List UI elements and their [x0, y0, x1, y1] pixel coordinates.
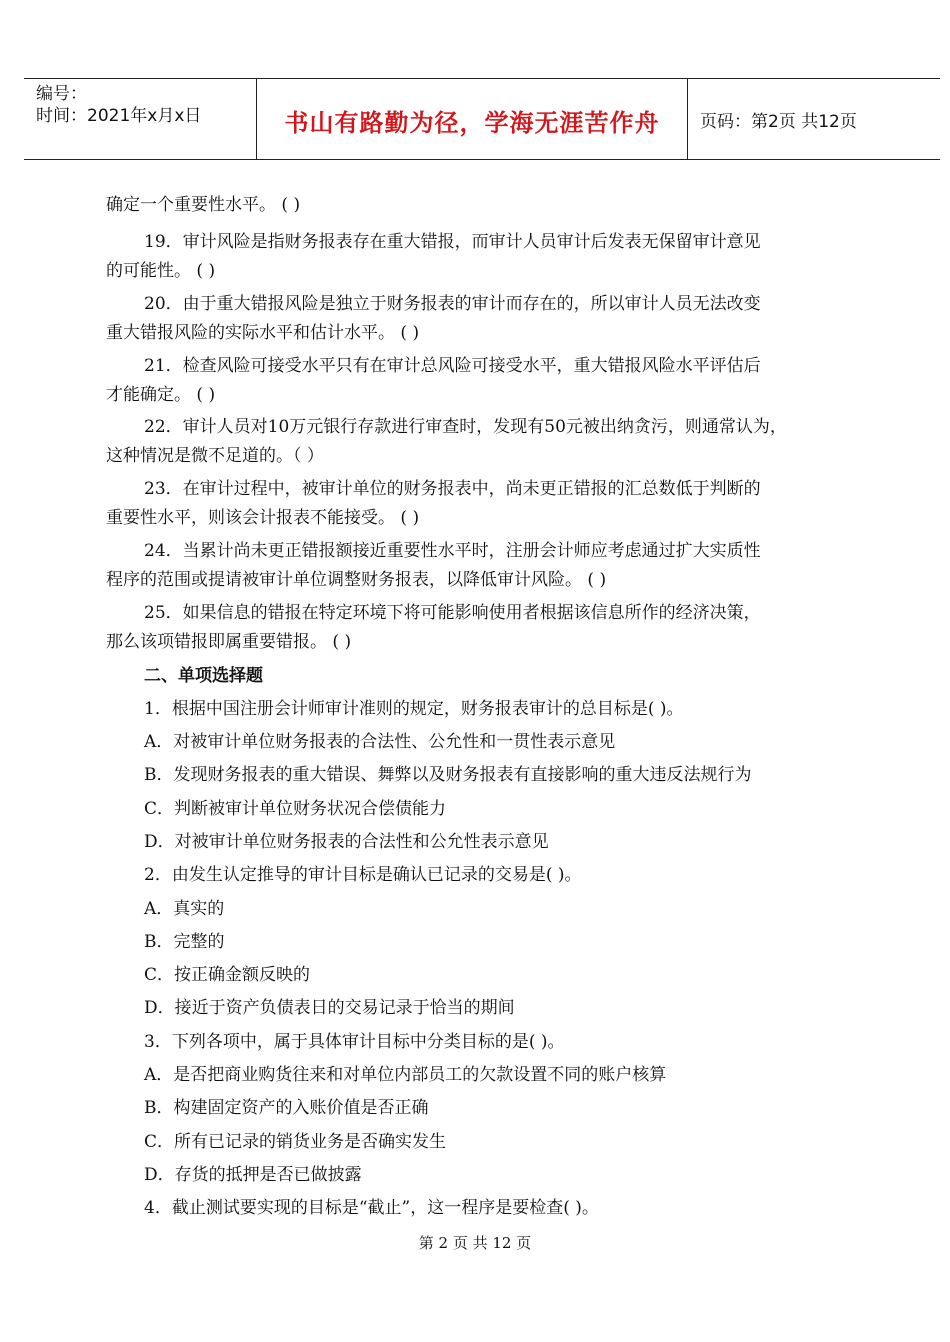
serial-label: 编号： [36, 84, 87, 104]
question: 3．下列各项中，属于具体审计目标中分类目标的是( )。 [144, 1032, 565, 1052]
text-line: 20．由于重大错报风险是独立于财务报表的审计而存在的，所以审计人员无法改变 [144, 294, 761, 314]
question: 4．截止测试要实现的目标是“截止”，这一程序是要检查( )。 [144, 1198, 599, 1218]
footer-page-number: 第 2 页 共 12 页 [418, 1234, 532, 1252]
text-line: 25．如果信息的错报在特定环境下将可能影响使用者根据该信息所作的经济决策， [144, 603, 761, 623]
option: B．发现财务报表的重大错误、舞弊以及财务报表有直接影响的重大违反法规行为 [144, 765, 752, 785]
text-line: 重要性水平，则该会计报表不能接受。 ( ) [106, 508, 420, 528]
option: A．是否把商业购货往来和对单位内部员工的欠款设置不同的账户核算 [144, 1065, 667, 1085]
text-line: 这种情况是微不足道的。（ ） [106, 446, 324, 466]
option: B．完整的 [144, 932, 225, 952]
option: C．判断被审计单位财务状况合偿债能力 [144, 799, 447, 819]
time-label: 时间：2021年x月x日 [36, 106, 202, 126]
question: 1．根据中国注册会计师审计准则的规定，财务报表审计的总目标是( )。 [144, 699, 684, 719]
text-line: 那么该项错报即属重要错报。 ( ) [106, 632, 352, 652]
text-line: 的可能性。 ( ) [106, 261, 216, 281]
text-line: 22．审计人员对10万元银行存款进行审查时，发现有50元被出纳贪污，则通常认为， [144, 417, 787, 437]
text-line: 19．审计风险是指财务报表存在重大错报，而审计人员审计后发表无保留审计意见 [144, 232, 761, 252]
page-footer [0, 1232, 950, 1253]
text-line: 才能确定。 ( ) [106, 385, 216, 405]
question: 2．由发生认定推导的审计目标是确认已记录的交易是( )。 [144, 865, 582, 885]
header-page-number: 页码：第2页 共12页 [700, 112, 857, 132]
option: A．对被审计单位财务报表的合法性、公允性和一贯性表示意见 [144, 732, 616, 752]
page-header [24, 78, 940, 160]
text-line: 23．在审计过程中，被审计单位的财务报表中，尚未更正错报的汇总数低于判断的 [144, 479, 761, 499]
header-motto: 书山有路勤为径，学海无涯苦作舟 [284, 109, 660, 137]
text-line: 确定一个重要性水平。 ( ) [106, 195, 301, 215]
option: C．按正确金额反映的 [144, 965, 311, 985]
option: D．接近于资产负债表日的交易记录于恰当的期间 [144, 998, 515, 1018]
option: B．构建固定资产的入账价值是否正确 [144, 1098, 429, 1118]
option: D．对被审计单位财务报表的合法性和公允性表示意见 [144, 832, 549, 852]
header-divider [687, 79, 688, 159]
option: A．真实的 [144, 899, 225, 919]
option: C．所有已记录的销货业务是否确实发生 [144, 1132, 447, 1152]
text-line: 程序的范围或提请被审计单位调整财务报表，以降低审计风险。 ( ) [106, 570, 607, 590]
header-meta [36, 83, 201, 127]
option: D．存货的抵押是否已做披露 [144, 1165, 362, 1185]
text-line: 24．当累计尚未更正错报额接近重要性水平时，注册会计师应考虑通过扩大实质性 [144, 541, 761, 561]
text-line: 重大错报风险的实际水平和估计水平。 ( ) [106, 323, 420, 343]
section-heading: 二、单项选择题 [144, 666, 263, 686]
text-line: 21．检查风险可接受水平只有在审计总风险可接受水平，重大错报风险水平评估后 [144, 356, 761, 376]
